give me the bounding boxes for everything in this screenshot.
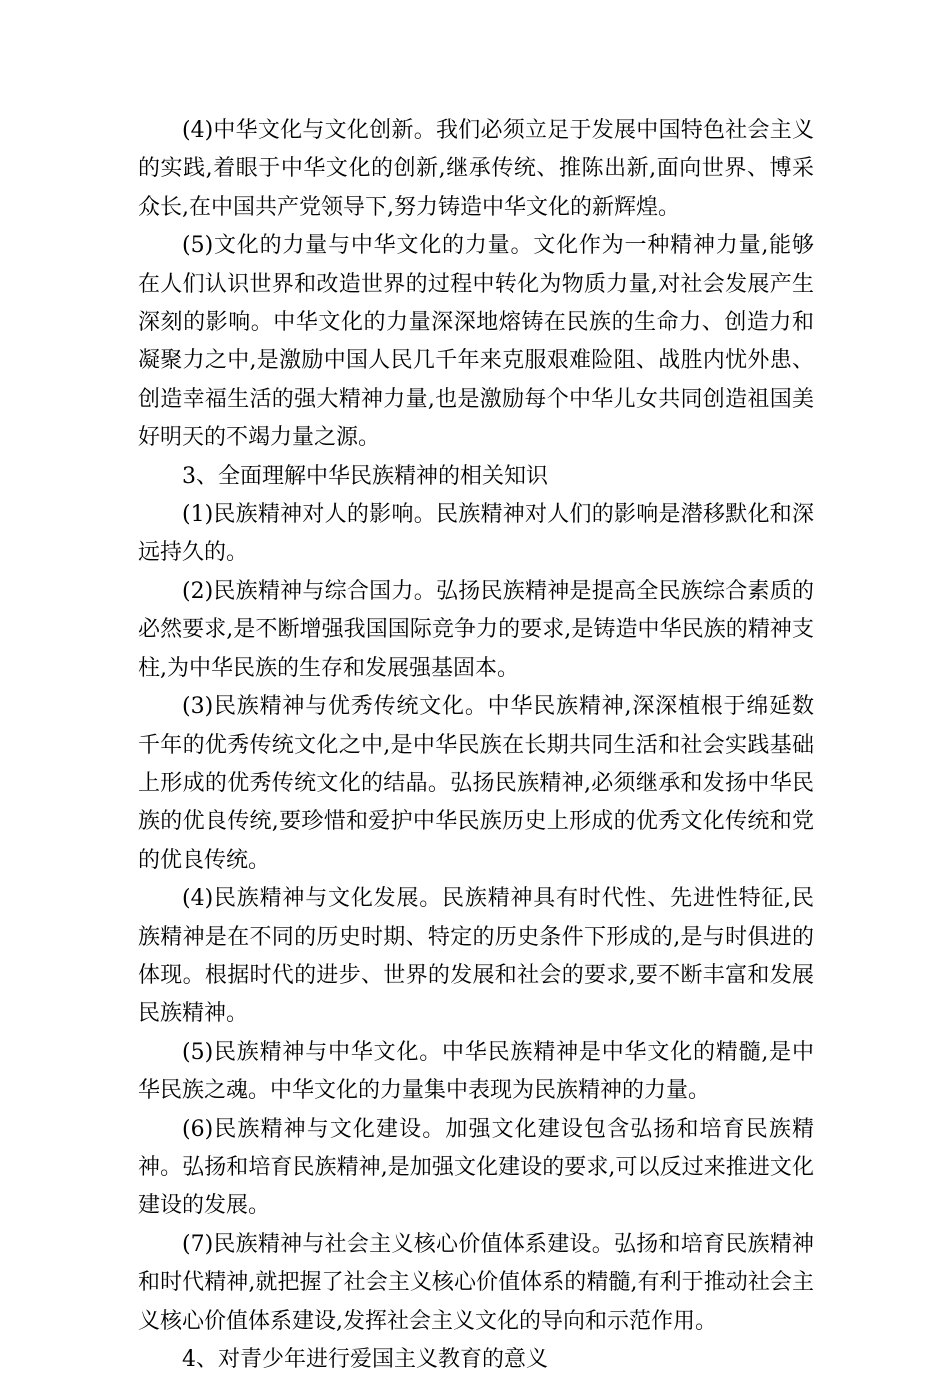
paragraph-spirit-core-values: (7)民族精神与社会主义核心价值体系建设。弘扬和培育民族精神和时代精神,就把握了社会主义核心价值体系的精髓,有利于推动社会主义核心价值体系建设,发挥社会主义文化的导向和示范作用。 [138, 1231, 814, 1334]
paragraph-spirit-tradition: (3)民族精神与优秀传统文化。中华民族精神,深深植根于绵延数千年的优秀传统文化之中,是中华民族在长期共同生活和社会实践基础上形成的优秀传统文化的结晶。弘扬民族精神,必须继承和发扬中华民族的优良传统,要珍惜和爱护中华民族历史上形成的优秀文化传统和党的优良传统。 [138, 694, 814, 873]
paragraph-culture-innovation: (4)中华文化与文化创新。我们必须立足于发展中国特色社会主义的实践,着眼于中华文化的创新,继承传统、推陈出新,面向世界、博采众长,在中国共产党领导下,努力铸造中华文化的新辉煌。 [138, 118, 814, 220]
paragraph-spirit-influence: (1)民族精神对人的影响。民族精神对人们的影响是潜移默化和深远持久的。 [138, 502, 814, 566]
paragraph-culture-power: (5)文化的力量与中华文化的力量。文化作为一种精神力量,能够在人们认识世界和改造世界的过程中转化为物质力量,对社会发展产生深刻的影响。中华文化的力量深深地熔铸在民族的生命力、创造力和凝聚力之中,是激励中国人民几千年来克服艰难险阻、战胜内忧外患、创造幸福生活的强大精神力量,也是激励每个中华儿女共同创造祖国美好明天的不竭力量之源。 [138, 233, 814, 451]
paragraph-spirit-culture-building: (6)民族精神与文化建设。加强文化建设包含弘扬和培育民族精神。弘扬和培育民族精神,是加强文化建设的要求,可以反过来推进文化建设的发展。 [138, 1116, 814, 1219]
paragraph-spirit-chinese-culture: (5)民族精神与中华文化。中华民族精神是中华文化的精髓,是中华民族之魂。中华文化的力量集中表现为民族精神的力量。 [138, 1039, 814, 1104]
paragraph-spirit-national-power: (2)民族精神与综合国力。弘扬民族精神是提高全民族综合素质的必然要求,是不断增强我国国际竞争力的要求,是铸造中华民族的精神支柱,为中华民族的生存和发展强基固本。 [138, 578, 814, 681]
document-page [138, 112, 814, 1379]
paragraph-spirit-development: (4)民族精神与文化发展。民族精神具有时代性、先进性特征,民族精神是在不同的历史时期、特定的历史条件下形成的,是与时俱进的体现。根据时代的进步、世界的发展和社会的要求,要不断丰富和发展民族精神。 [138, 886, 814, 1027]
section-heading-patriotic-education: 4、对青少年进行爱国主义教育的意义 [182, 1347, 548, 1372]
section-heading-national-spirit: 3、全面理解中华民族精神的相关知识 [182, 463, 548, 489]
